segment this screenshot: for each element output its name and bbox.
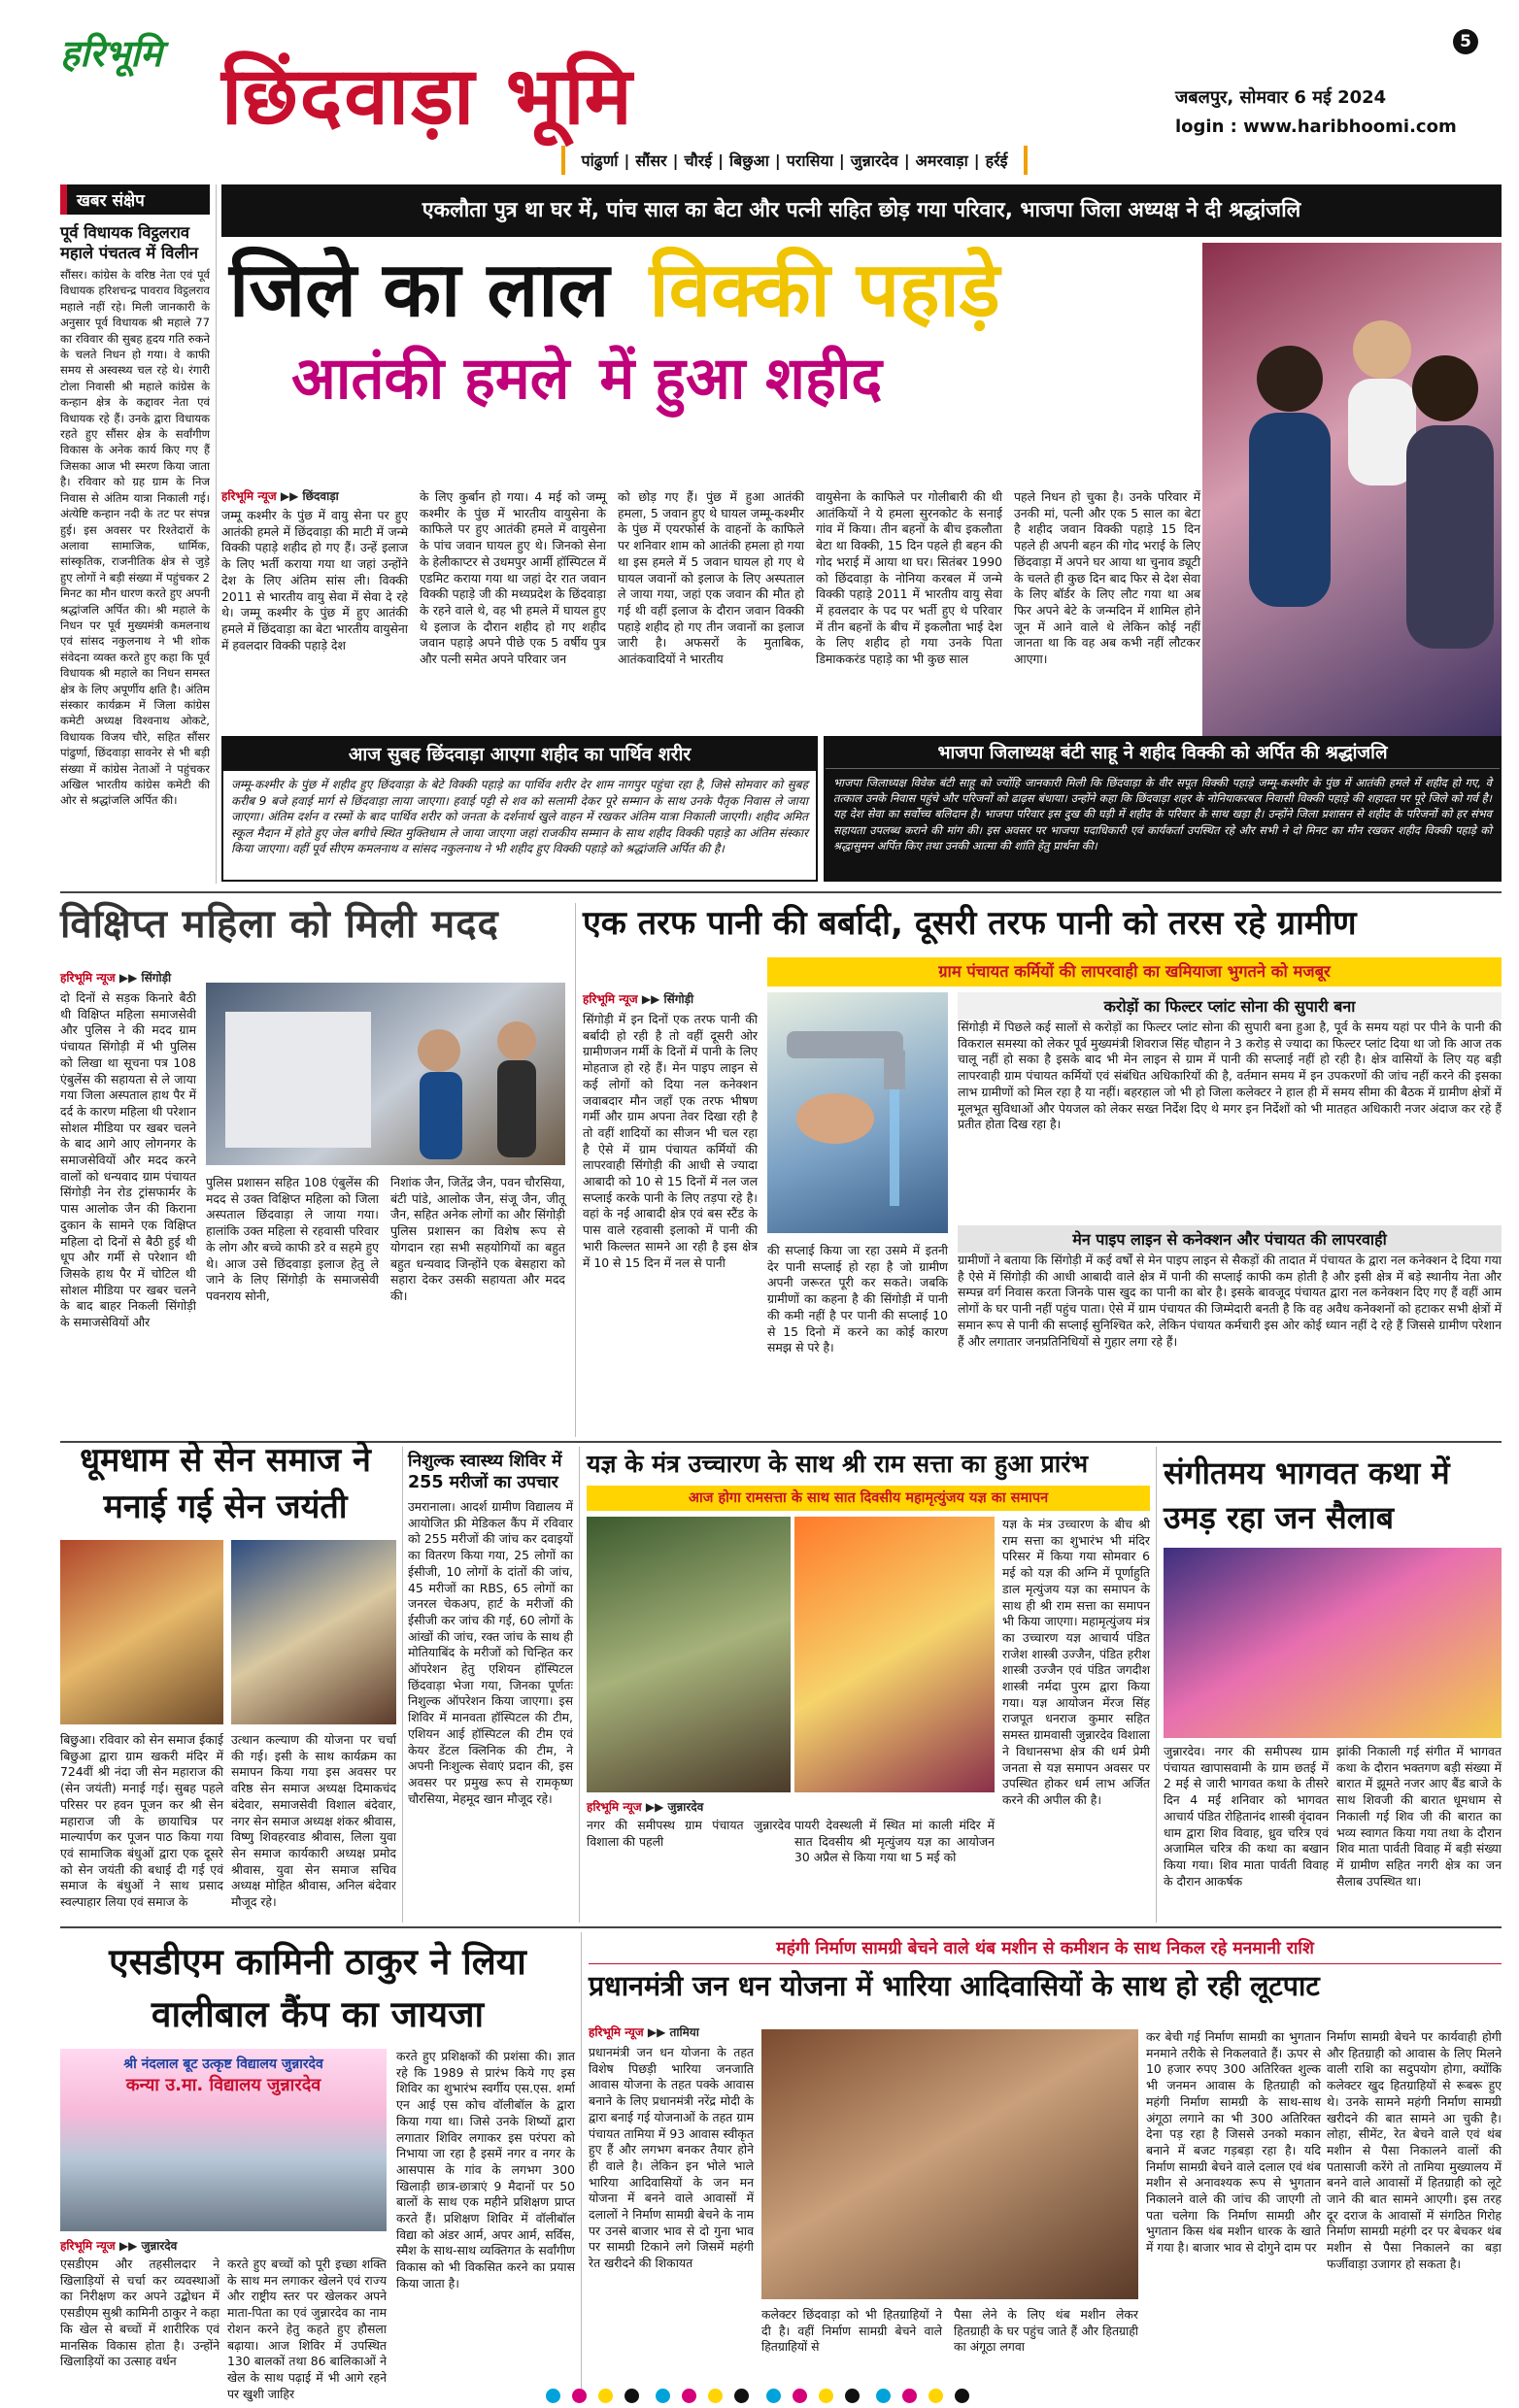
yagya-photo-2 bbox=[794, 1517, 995, 1792]
yagya-col-3: यज्ञ के मंत्र उच्चारण के बीच श्री राम सत्ता का शुभारंभ भी मंदिर परिसर में किया गया सोमवार 6 मई को यज्ञ की अग्नि में पूर्णाहुति डाल मृत्युंजय यज्ञ का समापन के साथ ही श्री राम सत्ता का समापन भी किया जाएगा। महामृत्युंजय मंत्र का उच्चारण यज्ञ आचार्य पंडित राजेश शास्त्री उज्जैन, पंडित हरीश शास्त्री उज्जैन एवं पंडित जगदीश शास्त्री नर्मदा पुरम द्वारा किया गया। यज्ञ आयोजन मेंरज सिंह राजपूत धनराज कुमार सहित समस्त ग्रामवासी जुन्नारदेव विशाला ने विधानसभा क्षेत्र की धर्म प्रेमी जनता से यज्ञ समापन अवसर पर उपस्थित होकर धर्म लाभ अर्जित करने की अपील की है। bbox=[1002, 1517, 1150, 1807]
ambulance-scene-illustration bbox=[206, 983, 565, 1165]
bjp-box-title: भाजपा जिलाध्यक्ष बंटी साहू ने शहीद विक्की को अर्पित की श्रद्धांजलि bbox=[826, 738, 1500, 769]
yagya-photo-1 bbox=[587, 1517, 791, 1792]
pani-sub1-body: सिंगोड़ी में पिछले कई सालों से करोड़ों का फिल्टर प्लांट सोना की सुपारी बना हुआ है, पूर्व के समय यहां पर पीने के पानी की विकराल समस्या को लेकर पूर्व मुख्यमंत्री शिवराज सिंह चौहान ने 3 करोड़ से ज्यादा का फिल्टर प्लांट दिया था जो कि आज तक चालू नहीं हो सका है इसके बाद भी मेन लाइन से ग्राम में पानी की सप्लाई नहीं हो रही है। क्षेत्र वासियों के लिए यह बड़ी लापरवाही ग्राम पंचायत कर्मियों एवं संबंधित अधिकारियों की है, वर्तमान समय में इन उपकरणों की जांच नहीं करने की इसका लाभ ग्रामीणों को मिल रहा है या नहीं। बहरहाल जो भी हो जिला कलेक्टर ने हाल ही में समय सीमा की बैठक में ग्रामीण क्षेत्रों में मूलभूत सुविधाओं और पेयजल को लेकर सख्त निर्देश दिए थे मगर इन निर्देशों को भी मातहत अधिकारी नजर अंदाज कर रहे हैं प्रतीत होता दिख रहा है। bbox=[958, 1020, 1502, 1132]
page-title: छिंदवाड़ा भूमि bbox=[221, 50, 634, 143]
bjp-tribute-box bbox=[824, 736, 1502, 882]
lead-headline-name: विक्की पहाड़े bbox=[649, 247, 1000, 334]
pani-col-1: सिंगोड़ी में इन दिनों एक तरफ पानी की बर्बादी हो रही है तो वहीं दूसरी ओर ग्रामीणजन गर्मी के दिनों में पानी के लिए मोहताज हो रहे हैं। मेन पाइप लाइन से कई लोगों को दिया नल कनेक्शन जवाबदार मौन जहाँ एक तरफ भीषण गर्मी और ग्राम अपना तेवर दिखा रही है तो वहीं शादियों का सीजन भी चल रहा है ऐसे में ग्राम पंचायत कर्मियों की लापरवाही सिंगोड़ी की आधी से ज्यादा आबादी को 10 से 15 दिनों में नल जल सप्लाई करके पानी के लिए तड़पा रहे है। वहां के नई आबादी क्षेत्र एवं बस स्टैंड के पास वाले रहवासी इलाको में पानी की भारी किल्लत सामने आ रही है इस क्षेत्र में 10 से 15 दिन में नल से पानी bbox=[583, 1012, 758, 1270]
byline-brand: हरिभूमि न्यूज bbox=[589, 2025, 644, 2039]
pmjan-headline: प्रधानमंत्री जन धन योजना में भारिया आदिवासियों के साथ हो रही लूटपाट bbox=[589, 1970, 1320, 2002]
pmjan-byline: हरिभूमि न्यूज ▶▶ तामिया bbox=[589, 2025, 699, 2039]
byline-place: तामिया bbox=[669, 2025, 699, 2039]
mahila-byline: हरिभूमि न्यूज ▶▶ सिंगोड़ी bbox=[60, 971, 172, 985]
sdm-col-2: करते हुए प्रशिक्षकों की प्रशंसा की। ज्ञात रहे कि 1989 से प्रारंभ किये गए इस शिविर का शुभारंभ स्वर्गीय एस.एस. शर्मा एन आई एस कोच वॉलीबॉल के द्वारा किया गया था। जिसे उनके शिष्यों द्वारा लगातार शिविर लगाकर इस परंपरा को निभाया जा रहा है इसमें नगर व नगर के आसपास के गांव के लगभग 300 खिलाड़ी छात्र-छात्राएं 9 मैदानों पर 50 बालों के साथ एक महीने प्रशिक्षण प्राप्त करते हैं। प्रशिक्षण शिविर में वॉलीबॉल विद्या को अंडर आर्म, अपर आर्म, सर्विस, स्मैश के साथ-साथ व्यक्तिगत के सर्वांगीण विकास को भी विकसित करने का प्रयास किया जाता है। bbox=[396, 2049, 575, 2291]
yagya-headline: यज्ञ के मंत्र उच्चारण के साथ श्री राम सत्ता का हुआ प्रारंभ bbox=[587, 1450, 1089, 1478]
sen-headline: धूमधाम से सेन समाज ने मनाई गई सेन जयंती bbox=[80, 1441, 371, 1526]
lead-col-5: पहले निधन हो चुका है। उनके परिवार में उनकी मां, पत्नी और एक 5 साल का बेटा है शहीद जवान विक्की पहाड़े 15 दिन पहले ही अपनी बहन की गोद भराई के लिए छिंदवाड़ा में अपने घर आया था चुनाव ड्यूटी के चलते ही कुछ दिन बाद फिर से देश सेवा के लिए बॉर्डर के लिए लौट गया था अब फिर अपने बेटे के जन्मदिन में शामिल होने जून में आने वाले थे लेकिन कोई नहीं जानता था कि वह अब कभी नहीं लौटकर आएगा। bbox=[1014, 489, 1200, 667]
edition-item[interactable]: चौरई bbox=[684, 151, 713, 170]
funeral-box-title: आज सुबह छिंदवाड़ा आएगा शहीद का पार्थिव शरीर bbox=[223, 738, 816, 771]
mahila-col-1: दो दिनों से सड़क किनारे बैठी थी विक्षिप्त महिला समाजसेवी और पुलिस ने की मदद ग्राम पंचायत सिंगोड़ी में भी पुलिस को लिखा था सूचना पत्र 108 एंबुलेंस की सहायता से ले जाया गया जिला अस्पताल हाथ पैर में दर्द के कारण महिला थी परेशान सोशल मीडिया पर खबर चलने के बाद आगे आए लोगनगर के समाजसेवियों और मदद करने वालों को धन्यवाद ग्राम पंचायत सिंगोड़ी नेन रोड ट्रांसफार्मर के पास आलोक जैन की किराना दुकान के सामने एक विक्षिप्त महिला दो दिनों से बैठी हुई थी धूप और गर्मी से परेशान थी जिसके हाथ पैर में चोटिल थी सोशल मीडिया पर खबर चलने के बाद बाहर निकली सिंगोड़ी के समाजसेवियों और bbox=[60, 990, 196, 1330]
bhagwat-headline: संगीतमय भागवत कथा में उमड़ रहा जन सैलाब bbox=[1164, 1455, 1450, 1536]
edition-item[interactable]: सौंसर bbox=[635, 151, 667, 170]
tap-water-illustration bbox=[767, 992, 948, 1233]
pani-col-2: की सप्लाई किया जा रहा उसमे में इतनी देर पानी सप्लाई हो रहा है जो ग्रामीण अपनी जरूरत पूरी कर सकते। जबकि ग्रामीणों का कहना है की सिंगोड़ी में पानी की कमी नहीं है पर पानी की सप्लाई 10 से 15 दिनो में करने का कोई कारण समझ से परे है। bbox=[767, 1243, 948, 1355]
pmjan-photo bbox=[761, 2029, 1138, 2299]
pani-headline: एक तरफ पानी की बर्बादी, दूसरी तरफ पानी को तरस रहे ग्रामीण bbox=[583, 904, 1357, 943]
news-brief-label: खबर संक्षेप bbox=[60, 184, 210, 215]
edition-item[interactable]: परासिया bbox=[786, 151, 833, 170]
edition-item[interactable]: हर्रई bbox=[985, 151, 1008, 170]
bhagwat-col-1: जुन्नारदेव। नगर की समीपस्थ ग्राम पंचायत खापासवामी के ग्राम छतई में 2 मई से जारी भागवत कथा के तीसरे दिन 4 मई शनिवार को भागवत आचार्य पंडित रोहितानंद शास्त्री वृंदावन धाम द्वारा शिव विवाह, ध्रुव चरित्र एवं अजामिल चरित्र की कथा का बखान किया गया। शिव माता पार्वती विवाह के दौरान आकर्षक bbox=[1164, 1744, 1329, 1889]
pani-byline: हरिभूमि न्यूज ▶▶ सिंगोड़ी bbox=[583, 992, 694, 1006]
byline-brand: हरिभूमि न्यूज bbox=[587, 1800, 642, 1814]
sdm-col-1: एसडीएम और तहसीलदार ने खिलाड़ियों से चर्चा कर व्यवस्थाओं का निरीक्षण कर अपने उद्बोधन में एसडीएम सुश्री कामिनी ठाकुर ने कहा कि खेल से बच्चों में शारीरिक एवं मानसिक विकास होता है। उन्होंने खिलाड़ियों का उत्साह वर्धन bbox=[60, 2257, 219, 2369]
sdm-banner-line1: श्री नंदलाल बूट उत्कृष्ट विद्यालय जुन्नारदेव bbox=[123, 2057, 323, 2072]
yagya-col-2: पायरी देवस्थली में स्थित मां काली मंदिर में सात दिवसीय श्री मृत्युंजय यज्ञ का आयोजन 30 अप्रैल से किया गया था 5 मई को bbox=[794, 1818, 995, 1865]
edition-bar: पांढुर्णा | सौंसर | चौरई | बिछुआ | परासिया | जुन्नारदेव | अमरवाड़ा | हर्रई bbox=[561, 146, 1028, 175]
sen-col-1: बिछुआ। रविवार को सेन समाज ईकाई बिछुआ द्वारा ग्राम खकरी मंदिर में 724वीं श्री नंदा जी सेन महाराज की (सेन जयंती) मनाई गई। सुबह पहले परिसर पर हवन पूजन कर श्री सेन महाराज जी के छायाचित्र पर माल्यार्पण कर पूजन पाठ किया गया एवं सामाजिक बंधुओं द्वारा एक दूसरे को सेन जयंती की बधाई दी गई एवं समाज के बंधुओं ने साथ प्रसाद स्वल्पाहार लिया एवं समाज के bbox=[60, 1732, 223, 1910]
news-brief-headline: पूर्व विधायक विट्ठलराव महाले पंचतत्व में विलीन bbox=[60, 223, 199, 262]
pani-photo bbox=[767, 992, 948, 1233]
bhagwat-photo bbox=[1164, 1548, 1502, 1738]
page-number: 5 bbox=[1453, 29, 1478, 54]
sen-col-2: उत्थान कल्याण की योजना पर चर्चा की गई। इसी के साथ कार्यक्रम का समापन किया गया इस अवसर पर वरिष्ठ सेन समाज अध्यक्ष दिमाकचंद बंदेवार, समाजसेवी विशाल बंदेवार, नगर सेन समाज अध्यक्ष शंकर श्रीवास, विष्णु शिवहरवाड श्रीवास, लिला युवा सेन समाज कार्यकारी अध्यक्ष प्रमोद श्रीवास, युवा सेन समाज सचिव अध्यक्ष मोहित श्रीवास, अनिल बंदेवार मौजूद रहे। bbox=[231, 1732, 396, 1910]
lead-kicker: एकलौता पुत्र था घर में, पांच साल का बेटा और पत्नी सहित छोड़ गया परिवार, भाजपा जिला अध्यक्ष ने दी श्रद्धांजलि bbox=[221, 184, 1502, 237]
health-body: उमरानाला। आदर्श ग्रामीण विद्यालय में आयोजित फ्री मेडिकल कैंप में रविवार को 255 मरीजों की जांच कर दवाइयों का वितरण किया गया, 25 लोगों का ईसीजी, 10 लोगों के दांतों की जांच, 45 मरीजों का RBS, 65 लोगों का जनरल चेकअप, हार्ट के मरीजों की ईसीजी कर जांच की गई, 60 लोगों के आंखों की जांच, रक्त जांच के साथ ही मोतियाबिंद के मरीजों को चिन्हित कर ऑपरेशन हेतु एशियन हॉस्पिटल छिंदवाड़ा भेजा गया, जिनका पूर्णतः निशुल्क ऑपरेशन किया जाएगा। इस शिविर में मानवता हॉस्पिटल की टीम, एशियन आई हॉस्पिटल की टीम एवं केयर डेंटल क्लिनिक की टीम, ने अपनी निःशुल्क सेवाएं प्रदान की, इस अवसर पर प्रमुख रूप से रामकृष्ण चौरसिया, मेहमूद खान मौजूद रहे। bbox=[408, 1499, 573, 1806]
edition-item[interactable]: जुन्नारदेव bbox=[850, 151, 898, 170]
lead-photo bbox=[1202, 243, 1502, 750]
lead-headline-part1: जिले का लाल bbox=[229, 247, 610, 334]
pmjan-caption-2: पैसा लेने के लिए थंब मशीन लेकर हितग्राही के घर पहुंच जाते हैं और हितग्राही का अंगूठा लगवा bbox=[954, 2307, 1138, 2355]
health-headline: निशुल्क स्वास्थ्य शिविर में 255 मरीजों का उपचार bbox=[408, 1452, 562, 1492]
byline-brand: हरिभूमि न्यूज bbox=[60, 2239, 116, 2253]
family-photo-illustration bbox=[1202, 243, 1502, 750]
sdm-col-3: करते हुए बच्चों को पूरी इच्छा शक्ति के साथ मन लगाकर खेलने एवं राज्य और राष्ट्रीय स्तर पर खेलकर अपने माता-पिता का एवं जुन्नारदेव का नाम रोशन करने हेतु कहते हुए हौसला बढ़ाया। आज शिविर में उपस्थित 130 बालकों तथा 86 बालिकाओं ने खेल के साथ पढ़ाई में भी आगे रहने पर खुशी जाहिर bbox=[227, 2257, 387, 2401]
yagya-strap: आज होगा रामसत्ता के साथ सात दिवसीय महामृत्युंजय यज्ञ का समापन bbox=[587, 1486, 1150, 1511]
dateline: जबलपुर, सोमवार 6 मई 2024 bbox=[1175, 87, 1387, 108]
byline-place: सिंगोड़ी bbox=[141, 971, 172, 985]
lead-headline-line2a: आतंकी हमले bbox=[291, 345, 570, 413]
pmjan-kicker: महंगी निर्माण सामग्री बेचने वाले थंब मशीन से कमीशन के साथ निकल रहे मनमानी राशि bbox=[589, 1936, 1502, 1964]
login-link[interactable]: login : www.haribhoomi.com bbox=[1175, 117, 1457, 137]
sdm-byline: हरिभूमि न्यूज ▶▶ जुन्नारदेव bbox=[60, 2239, 178, 2253]
pmjan-col-1: प्रधानमंत्री जन धन योजना के तहत विशेष पिछड़ी भारिया जनजाति आवास योजना के तहत पक्के आवास बनाने के लिए प्रधानमंत्री नरेंद्र मोदी के द्वारा बनाई गई योजनाओं के तहत ग्राम पंचायत तामिया में 93 आवास स्वीकृत हुए हैं और लगभग बनकर तैयार होने ही वाले है। लेकिन इन भोले भाले भारिया आदिवासियों के जन मन योजना में बनने वाले आवासों में दलालों ने निर्माण सामग्री बेचने के नाम पर उनसे बाजार भाव से दो गुना भाव पर सामग्री टिकाने लगे जिसमें महंगी रेत खरीदने की शिकायत bbox=[589, 2045, 754, 2271]
mahila-headline: विक्षिप्त महिला को मिली मदद bbox=[60, 902, 499, 947]
pani-strap: ग्राम पंचायत कर्मियों की लापरवाही का खमियाजा भुगतने को मजबूर bbox=[767, 957, 1502, 987]
edition-item[interactable]: बिछुआ bbox=[729, 151, 769, 170]
lead-col-2: के लिए कुर्बान हो गया। 4 मई को जम्मू कश्मीर के पुंछ में भारतीय वायुसेना के काफिले पर हुए आतंकी हमले में वायुसेना के पांच जवान घायल हुए थे। जिनको सेना के हेलीकाप्टर से उधमपुर आर्मी हॉस्पिटल में एडमिट कराया गया था जहां देर रात जवान विक्की पहाड़े जी की मध्यप्रदेश के छिंदवाड़ा के रहने वाले थे, वह भी हमले में घायल हुए थे इलाज के दौरान शहीद हो गए शहीद जवान पहाड़े अपने पीछे एक 5 वर्षीय पुत्र और पत्नी समेत अपने परिवार जन bbox=[420, 489, 606, 667]
print-registration-marks bbox=[126, 2389, 1389, 2406]
mahila-col-3: निशांक जैन, जितेंद्र जैन, पवन चौरसिया, बंटी पांडे, आलोक जैन, संजू जैन, जीतू जैन, सहित अनेक लोगों का और सिंगोड़ी पुलिस प्रशासन का विशेष रूप से योगदान रहा सभी सहयोगियों का बहुत बहुत धन्यवाद जिन्होंने एक बेसहारा को सहारा देकर उसकी सहायता और मदद की। bbox=[390, 1175, 565, 1303]
yagya-byline: हरिभूमि न्यूज ▶▶ जुन्नारदेव bbox=[587, 1800, 704, 1814]
edition-item[interactable]: पांढुर्णा bbox=[581, 151, 619, 170]
pani-sub2-body: ग्रामीणों ने बताया कि सिंगोड़ी में कई वर्षों से मेन पाइप लाइन से सैकड़ों की तादात में पंचायत के द्वारा नल कनेक्शन दे दिया गया है ऐसे में सिंगोड़ी की आधी आबादी वाले क्षेत्र में पानी की सप्लाई काफी कम होती है और इसी क्षेत्र में बड़े स्थानीय नेता और सम्पन्न वर्ग निवास करता जिनके पास खुद का पानी का बोर है। इसके बावजूद पंचायत द्वारा नल कनेक्शन दिए गए हैं वहीं आम लोगों के घर पानी नहीं पहुंच पाता। ऐसे में ग्राम पंचायत की जिम्मेदारी बनती है कि वह अवैध कनेक्शनों को हटाकर सभी क्षेत्रों में समान रूप से पानी की सप्लाई सुनिश्चित करे, लेकिन पंचायत कर्मचारी इस ओर कोई ध्यान नहीं दे रहे हैं जिससे ग्रामीण परेशान हैं और लगातार जनप्रतिनिधियों से गुहार लगा रहे हैं। bbox=[958, 1253, 1502, 1349]
pmjan-col-3: निर्माण सामग्री बेचने पर कार्यवाही होगी और हितग्राही को आवास के लिए मिलने वाली राशि का सदुपयोग होगा, क्योंकि कलेक्टर खुद हितग्राहियों से रूबरू हुए थे। उनके सामने महंगी निर्माण सामग्री खरीदने की बात सामने आ चुकी है। लोहा, सीमेंट, रेत बेचने वाले एवं थंब मशीन से पैसा निकालने वालों की पतासाजी करेंगे तो तामिया मुख्यालय में बनने वाले आवासों में हितग्राही को लूटे जाने की बात सामने आएगी। इस तरह दूर दराज के आवासों में संगठित गिरोह निर्माण सामग्री महंगी दर पर बेचकर थंब मशीन से पैसा निकालने का बड़ा फर्जीवाड़ा उजागर हो सकता है। bbox=[1327, 2029, 1502, 2271]
lead-headline-line2b: में हुआ शहीद bbox=[599, 345, 883, 413]
lead-col-1: जम्मू कश्मीर के पुंछ में वायु सेना पर हुए आतंकी हमले में छिंदवाड़ा की माटी में जन्मे विक्की पहाड़े शहीद हो गए हैं। उन्हें इलाज के लिए भर्ती कराया गया था जहां उन्होंने देश के लिए अंतिम सांस ली। विक्की 2011 से भारतीय वायु सेवा में सेवा दे रहे थे। जम्मू कश्मीर के पुंछ में हुए आतंकी हमले में छिंदवाड़ा का बेटा भारतीय वायुसेना में हवलदार विक्की पहाड़े देश bbox=[221, 508, 408, 652]
pani-sub1: करोड़ों का फिल्टर प्लांट सोना की सुपारी बना bbox=[958, 992, 1502, 1020]
pmjan-caption-1: कलेक्टर छिंदवाड़ा को भी हितग्राहियों ने दी है। वहीं निर्माण सामग्री बेचने वाले हितग्राहियों से bbox=[761, 2307, 942, 2355]
byline-place: सिंगोड़ी bbox=[663, 992, 694, 1006]
news-brief-body: सौंसर। कांग्रेस के वरिष्ठ नेता एवं पूर्व विधायक हरिशचन्द्र पावराव विट्ठलराव महाले नहीं रहे। मिली जानकारी के अनुसार पूर्व विधायक श्री महाले 77 का रविवार की सुबह हृदय गति रुकने के चलते निधन हो गया। वे काफी समय से अस्वस्थ्य चल रहे थे। रंगारी टोला निवासी श्री महाले कांग्रेस के कन्हान क्षेत्र के कद्दावर नेता एवं विधायक रहे हैं। उनके द्वारा विधायक रहते हुए सौंसर क्षेत्र के सर्वांगीण विकास के अनेक कार्य किए गए हैं जिसका आज भी स्मरण किया जाता है। रविवार को ग्रह ग्राम के निज निवास से अंतिम यात्रा निकाली गई। अंत्येष्टि कन्हान नदी के तट पर संपन्न हुई। इस अवसर पर रिश्तेदारों के अलावा सामाजिक, धार्मिक, सांस्कृतिक, राजनीतिक क्षेत्र से जुड़े हुए लोगों ने बड़ी संख्या में पहुंचकर 2 मिनट का मौन धारण करते हुए अपनी श्रद्धांजलि अर्पित की। श्री महाले के निधन पर पूर्व मुख्यमंत्री कमलनाथ एवं सांसद नकुलनाथ ने भी शोक संवेदना व्यक्त करते हुए कहा कि पूर्व विधायक श्री महाले का निधन समस्त क्षेत्र के लिए अपूर्णीय क्षति है। अंतिम संस्कार कार्यक्रम में जिला कांग्रेस कमेटी अध्यक्ष विश्वनाथ ओकटे, विधायक विजय चौरे, सहित सौंसर पांढुर्णा, छिंदवाड़ा सावनेर से भी बड़ी संख्या में कांग्रेस नेताओं ने पहुंचकर अखिल भारतीय कांग्रेस कमेटी की ओर से श्रद्धांजलि अर्पित की। bbox=[60, 268, 210, 808]
funeral-box-body: जम्मू-कश्मीर के पुंछ में शहीद हुए छिंदवाड़ा के बेटे विक्की पहाड़े का पार्थिव शरीर देर शाम नागपुर पहुंचा रहा है, जिसे सोमवार को सुबह करीब 9 बजे हवाई मार्ग से छिंदवाड़ा लाया जाएगा। हवाई पट्टी से शव को सलामी देकर पूरे सम्मान के साथ उनके पैतृक निवास ले जाया जाएगा। अंतिम दर्शन व रस्मों के बाद पार्थिव शरीर को जनता के दर्शनार्थ खुले वाहन में रखकर अंतिम यात्रा निकाली जाएगी। शहीद अमित स्कूल मैदान में होते हुए जेल बगीचे स्थित मुक्तिधाम ले जाया जाएगा जहां राजकीय सम्मान के साथ शहीद विक्की पहाड़े का अंतिम संस्कार किया जाएगा। वहीं पूर्व सीएम कमलनाथ व सांसद नकुलनाथ ने भी शहीद हुए विक्की पहाड़े को श्रद्धांजलि अर्पित की है। bbox=[231, 778, 808, 856]
yagya-col-1: नगर की समीपस्थ ग्राम पंचायत जुन्नारदेव विशाला की पहली bbox=[587, 1818, 791, 1849]
byline-brand: हरिभूमि न्यूज bbox=[583, 992, 638, 1006]
lead-col-4: वायुसेना के काफिले पर गोलीबारी की थी आतंकियों ने ये हमला सुरनकोट के सनाई गांव में किया। तीन बहनों के बीच इकलौता बेटा था विक्की, 15 दिन पहले ही बहन की गोद भराई में आया था घर। सितंबर 1990 को छिंदवाड़ा के नोनिया करबल में जन्मे विक्की पहाड़े 2011 में भारतीय वायु सेवा में हवलदार के पद पर भर्ती हुए थे परिवार में तीन बहनों के बीच में इकलौता भाई देश के लिए शहीद हो गया उनके पिता डिमाककरंड पहाड़े का भी कुछ साल bbox=[816, 489, 1002, 667]
sen-photo-1 bbox=[60, 1540, 223, 1724]
sdm-banner-line2: कन्या उ.मा. विद्यालय जुन्नारदेव bbox=[125, 2075, 321, 2095]
byline-brand: हरिभूमि न्यूज bbox=[221, 489, 277, 503]
brand-logo: हरिभूमि bbox=[60, 32, 162, 75]
lead-byline: हरिभूमि न्यूज ▶▶ छिंदवाड़ा bbox=[221, 489, 339, 503]
bjp-box-body: भाजपा जिलाध्यक्ष विवेक बंटी साहू को ज्योंहि जानकारी मिली कि छिंदवाड़ा के वीर सपूत विक्की पहाड़े जम्मू-कश्मीर के पुंछ में आतंकी हमले में शहीद हो गए, वे तत्काल उनके निवास पहुंचे और परिजनों को ढाढ़स बंधाया। उन्होंने कहा कि छिंदवाड़ा शहर के नोनियाकरबल निवासी विक्की पहाड़े की शहादत पर पूरे जिले को गर्व है। यह देश सेवा का सर्वोच्च बलिदान है। भाजपा परिवार इस दुख की घड़ी में शहीद के परिवार के साथ खड़ा है। उन्होंने जिला प्रशासन से शहीद के परिजनों को हर संभव सहायता उपलब्ध कराने की मांग की। इस अवसर पर भाजपा पदाधिकारी एवं कार्यकर्ता उपस्थित रहे और सभी ने दो मिनट का मौन रखकर शहीद विक्की पहाड़े को श्रद्धासुमन अर्पित किए तथा उनकी आत्मा की शांति हेतु प्रार्थना की। bbox=[833, 776, 1492, 853]
mahila-photo bbox=[206, 983, 565, 1165]
bhagwat-col-2: झांकी निकाली गई संगीत में भागवत कथा के दौरान भक्तगण बड़ी संख्या में बारात में झूमते नजर आए बैंड बाजे के साथ शिवजी की बारात धूमधाम से निकाली गई शिव जी की बारात का भव्य स्वागत किया गया तथा के दौरान शिव माता पार्वती विवाह में बड़ी संख्या में ग्रामीण सहित नगरी क्षेत्र का जन सैलाब उपस्थित था। bbox=[1336, 1744, 1502, 1889]
lead-body bbox=[221, 427, 1200, 728]
masthead bbox=[0, 0, 1519, 180]
pmjan-col-2: कर बेची गई निर्माण सामग्री का भुगतान मनमाने तरीके से निकलवाते हैं। ऊपर से 10 हजार रुपए 300 अतिरिक्त शुल्क भी जनमन आवास के हितग्राही को महंगी निर्माण सामग्री के साथ-साथ अंगूठा लगाने का भी 300 अतिरिक्त देना पड़ रहा है जिससे उनको मकान बनाने में बजट गड़बड़ा रहा है। यदि निर्माण सामग्री बेचने वाले दलाल एवं थंब मशीन से अनावश्यक रूप से भुगतान निकालने वाले की जांच की जाएगी तो पता चलेगा कि निर्माण सामग्री और भुगतान किस थंब मशीन धारक के खाते में गया है। बाजार भाव से दोगुने दाम पर bbox=[1146, 2029, 1321, 2256]
byline-place: जुन्नारदेव bbox=[667, 1800, 704, 1814]
sen-photo-2 bbox=[231, 1540, 396, 1724]
byline-place: जुन्नारदेव bbox=[141, 2239, 178, 2253]
mahila-col-2: पुलिस प्रशासन सहित 108 एंबुलेंस की मदद से उक्त विक्षिप्त महिला को जिला अस्पताल छिंदवाड़ा ले जाया गया। हालांकि उक्त महिला से रहवासी परिवार के लोग और बच्चे काफी डरे व सहमे हुए थे। आज उसे छिंदवाड़ा इलाज हेतु ले जाने के लिए सिंगोड़ी के समाजसेवी पवनराय सोनी, bbox=[206, 1175, 379, 1303]
lead-col-3: को छोड़ गए हैं। पुंछ में हुआ आतंकी हमला, 5 जवान हुए थे घायल जम्मू-कश्मीर के पुंछ में एयरफोर्स के वाहनों के काफिले पर शनिवार शाम को आतंकी हमला हो गया था इस हमले में 5 जवान घायल हो गए थे घायल जवानों को इलाज के लिए अस्पताल ले जाया गया, जहां एक जवान की मौत हो गई थी वहीं इलाज के दौरान जवान विक्की पहाड़े शहीद हो गए तीन जवानों का इलाज जारी है। अफसरों के मुताबिक, आतंकवादियों ने भारतीय bbox=[618, 489, 804, 667]
sdm-headline: एसडीएम कामिनी ठाकुर ने लिया वालीबाल कैंप का जायजा bbox=[109, 1941, 526, 2035]
lead-headline bbox=[229, 243, 1200, 419]
byline-brand: हरिभूमि न्यूज bbox=[60, 971, 116, 985]
edition-item[interactable]: अमरवाड़ा bbox=[915, 151, 968, 170]
funeral-box bbox=[221, 736, 818, 882]
byline-place: छिंदवाड़ा bbox=[302, 489, 339, 503]
pani-sub2: मेन पाइप लाइन से कनेक्शन और पंचायत की लापरवाही bbox=[958, 1225, 1502, 1253]
news-brief-column bbox=[60, 184, 210, 884]
sdm-photo bbox=[60, 2049, 387, 2231]
